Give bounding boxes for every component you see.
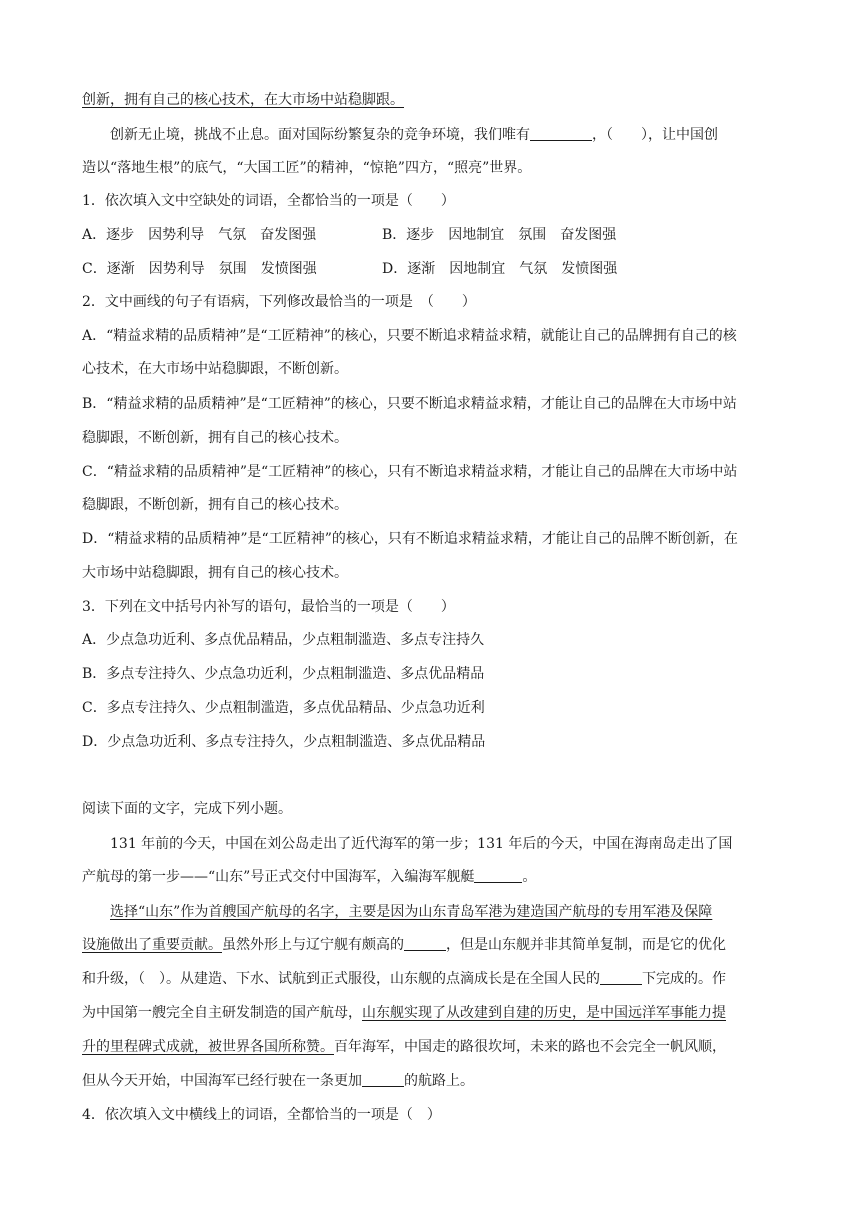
- question-1: 1．依次填入文中空缺处的词语，全都恰当的一项是（ ）: [82, 193, 455, 209]
- option-2b-cont: 稳脚跟，不断创新，拥有自己的核心技术。: [82, 430, 348, 446]
- passage-text: 但从今天开始，中国海军已经行驶在一条更加: [82, 1073, 362, 1089]
- option-1c: C．逐渐 因势利导 氛围 发愤图强: [82, 261, 317, 277]
- passage-text: ，（ ），让中国创: [592, 127, 718, 143]
- option-1b: B．逐步 因地制宜 氛围 奋发图强: [382, 227, 617, 243]
- passage-line-underlined: 选择“山东”作为首艘国产航母的名字，主要是因为山东青岛军港为建造国产航母的专用军港及保障: [110, 904, 713, 920]
- question-4: 4．依次填入文中横线上的词语，全都恰当的一项是（ ）: [82, 1107, 441, 1123]
- passage-text: 百年海军，中国走的路很坎坷，未来的路也不会完全一帆风顺，: [334, 1039, 726, 1055]
- text-line-underlined: 创新，拥有自己的核心技术，在大市场中站稳脚跟。: [82, 92, 404, 108]
- passage-line: [82, 969, 726, 989]
- option-2c: C．“精益求精的品质精神”是“工匠精神”的核心，只有不断追求精益求精，才能让自己的品牌在大市场中站: [82, 464, 738, 480]
- passage-text: 。: [522, 869, 537, 885]
- passage-text: 产航母的第一步——“山东”号正式交付中国海军，入编海军舰艇: [82, 869, 475, 885]
- passage-text: 下完成的。作: [642, 971, 726, 987]
- option-2c-cont: 稳脚跟，不断创新，拥有自己的核心技术。: [82, 497, 348, 513]
- question-3: 3．下列在文中括号内补写的语句，最恰当的一项是（ ）: [82, 599, 455, 615]
- passage-text: 创新无止境，挑战不止息。面对国际纷繁复杂的竞争环境，我们唯有: [110, 127, 530, 143]
- fill-blank: [474, 868, 522, 883]
- passage-line: [82, 1071, 474, 1091]
- passage-text: 和升级，（ ）。从建造、下水、试航到正式服役，山东舰的点滴成长是在全国人民的: [82, 971, 600, 987]
- fill-blank: [600, 970, 642, 985]
- question-2: 2．文中画线的句子有语病，下列修改最恰当的一项是 （ ）: [82, 294, 476, 310]
- passage-text: ，但是山东舰并非其简单复制，而是它的优化: [446, 937, 726, 953]
- option-1d: D．逐渐 因地制宜 气氛 发愤图强: [382, 261, 618, 277]
- option-2d: D．“精益求精的品质精神”是“工匠精神”的核心，只有不断追求精益求精，才能让自己的品牌不断创新，在: [82, 531, 738, 547]
- passage-text: 的航路上。: [404, 1073, 474, 1089]
- option-2a-cont: 心技术，在大市场中站稳脚跟，不断创新。: [82, 361, 348, 377]
- reading-instruction: 阅读下面的文字，完成下列小题。: [82, 801, 292, 817]
- passage-text-underlined: 升的里程碑式成就，被世界各国所称赞。: [82, 1039, 334, 1055]
- option-3d: D．少点急功近利、多点专注持久，少点粗制滥造、多点优品精品: [82, 734, 486, 750]
- passage-text-underlined: 设施做出了重要贡献。: [82, 937, 222, 953]
- passage-line: [110, 125, 718, 145]
- passage-line: 131 年前的今天，中国在刘公岛走出了近代海军的第一步；131 年后的今天，中国在海南岛走出了国: [110, 836, 733, 852]
- option-1a: A．逐步 因势利导 气氛 奋发图强: [82, 227, 317, 243]
- option-3c: C．多点专注持久、少点粗制滥造，多点优品精品、少点急功近利: [82, 700, 485, 716]
- fill-blank: [404, 936, 446, 951]
- passage-text: 为中国第一艘完全自主研发制造的国产航母，: [82, 1005, 362, 1021]
- option-2d-cont: 大市场中站稳脚跟，拥有自己的核心技术。: [82, 565, 348, 581]
- passage-text: 虽然外形上与辽宁舰有颇高的: [222, 937, 404, 953]
- option-2a: A．“精益求精的品质精神”是“工匠精神”的核心，只要不断追求精益求精，就能让自己的品牌拥有自己的核: [82, 328, 737, 344]
- fill-blank: [362, 1072, 404, 1087]
- fill-blank: [530, 126, 592, 141]
- option-2b: B．“精益求精的品质精神”是“工匠精神”的核心，只要不断追求精益求精，才能让自己的品牌在大市场中站: [82, 396, 737, 412]
- passage-line: [82, 935, 726, 955]
- passage-text-underlined: 山东舰实现了从改建到自建的历史，是中国远洋军事能力提: [362, 1005, 726, 1021]
- option-3b: B．多点专注持久、少点急功近利，少点粗制滥造、多点优品精品: [82, 666, 485, 682]
- passage-line: [82, 1003, 726, 1023]
- passage-line: [82, 1037, 726, 1057]
- option-3a: A．少点急功近利、多点优品精品，少点粗制滥造、多点专注持久: [82, 632, 485, 648]
- passage-line: [82, 867, 536, 887]
- passage-line: 造以“落地生根”的底气，“大国工匠”的精神，“惊艳”四方，“照亮”世界。: [82, 160, 532, 176]
